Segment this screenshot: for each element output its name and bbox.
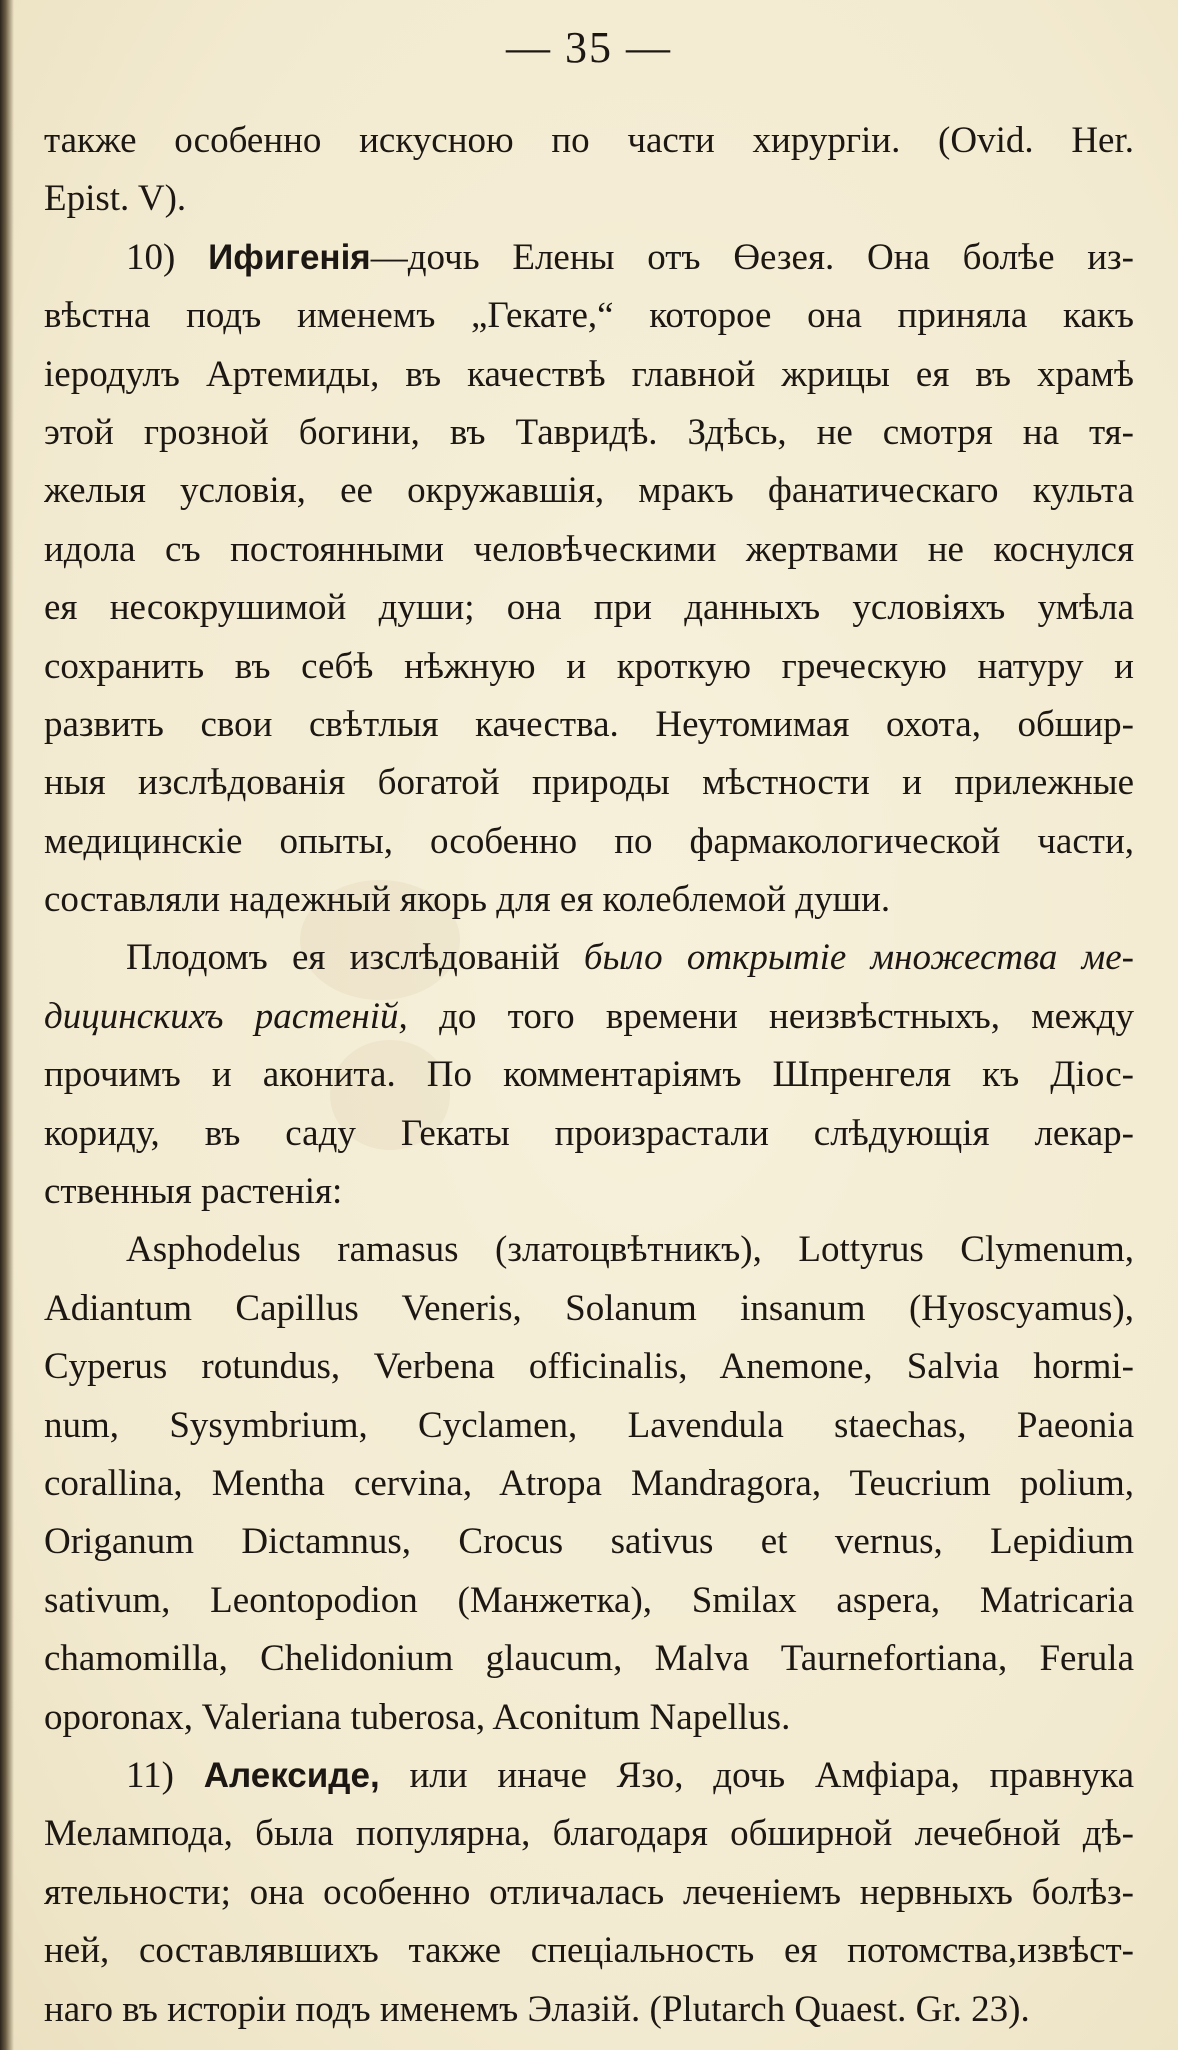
text-line: вѣстна подъ именемъ „Гекате,“ которое она приняла какъ [44,295,1134,337]
text-line [44,988,1134,1046]
text-line: іеродулъ Артемиды, въ качествѣ главной жрицы ея въ храмѣ [44,353,1134,395]
text-line: идола съ постоянными человѣческими жертвами не коснулся [44,528,1134,570]
text-line: num, Sysymbrium, Cyclamen, Lavendula staechas, Paeonia [44,1404,1134,1446]
text-span: до того времени неизвѣстныхъ, между [407,995,1134,1037]
text-line: Adiantum Capillus Veneris, Solanum insanum (Hyoscyamus), [44,1287,1134,1329]
text-line: Cyperus rotundus, Verbena officinalis, Anemone, Salvia hormi- [44,1346,1134,1388]
text-line: ея несокрушимой души; она при данныхъ условіяхъ умѣла [44,587,1134,629]
text-line: желыя условія, ее окружавшія, мракъ фанатическаго культа [44,470,1134,512]
text-line: corallina, Mentha cervina, Atropa Mandragora, Teucrium polium, [44,1462,1134,1504]
text-line: составляли надежный якорь для ея колеблемой души. [44,879,891,921]
text-line: также особенно искусною по части хирургіи. (Ovid. Her. [44,120,1134,161]
body-text [44,112,1134,2039]
text-line: этой грозной богини, въ Тавридѣ. Здѣсь, не смотря на тя- [44,411,1134,453]
text-span: Плодомъ ея изслѣдованій [126,937,584,979]
text-line: ятельности; она особенно отличалась леченіемъ нервныхъ болѣз- [44,1871,1134,1913]
text-line: ственныя растенія: [44,1171,343,1213]
emphasis-text: дицинскихъ растеній, [44,995,408,1037]
binding-edge-shadow [0,0,14,2050]
text-span: или иначе Язо, дочь Амфіара, правнука [379,1754,1134,1796]
page-number: — 35 — [506,23,672,72]
text-line: медицинскіе опыты, особенно по фармакологической части, [44,820,1134,862]
text-line: прочимъ и аконита. По комментаріямъ Шпренгеля къ Діос- [44,1054,1134,1096]
text-line: chamomilla, Chelidonium glaucum, Malva Taurnefortiana, Ferula [44,1638,1134,1680]
text-line: Мелампода, была популярна, благодаря обширной лечебной дѣ- [44,1813,1134,1855]
text-line [44,929,1134,987]
text-line: Origanum Dictamnus, Crocus sativus et vernus, Lepidium [44,1521,1134,1563]
text-line: sativum, Leontopodion (Манжетка), Smilax aspera, Matricaria [44,1579,1134,1621]
text-line [44,1747,1134,1805]
text-line: oporonax, Valeriana tuberosa, Aconitum Napellus. [44,1696,791,1738]
text-line [44,229,1134,287]
text-line: ней, составлявшихъ также спеціальность ея потомства,извѣст- [44,1930,1134,1972]
emphasis-text: было открытіе множества ме- [583,937,1134,979]
text-line: кориду, въ саду Гекаты произрастали слѣдующія лекар- [44,1112,1134,1154]
text-line: наго въ исторіи подъ именемъ Элазій. (Plutarch Quaest. Gr. 23). [44,1988,1030,2030]
text-line: ныя изслѣдованія богатой природы мѣстности и прилежные [44,762,1134,804]
text-span: 10) [126,236,209,278]
text-span: —дочь Елены отъ Өезея. Она болѣе из- [370,236,1134,278]
text-line: Asphodelus ramasus (златоцвѣтникъ), Lottyrus Clymenum, [126,1229,1134,1271]
text-line: сохранить въ себѣ нѣжную и кроткую греческую натуру и [44,645,1134,687]
text-span: 11) [126,1754,204,1796]
term-heading: Ифигенія [208,237,371,277]
text-line: Epist. V). [44,178,187,220]
term-heading: Алексиде, [203,1755,380,1795]
text-line: развить свои свѣтлыя качества. Неутомимая охота, обшир- [44,703,1134,745]
